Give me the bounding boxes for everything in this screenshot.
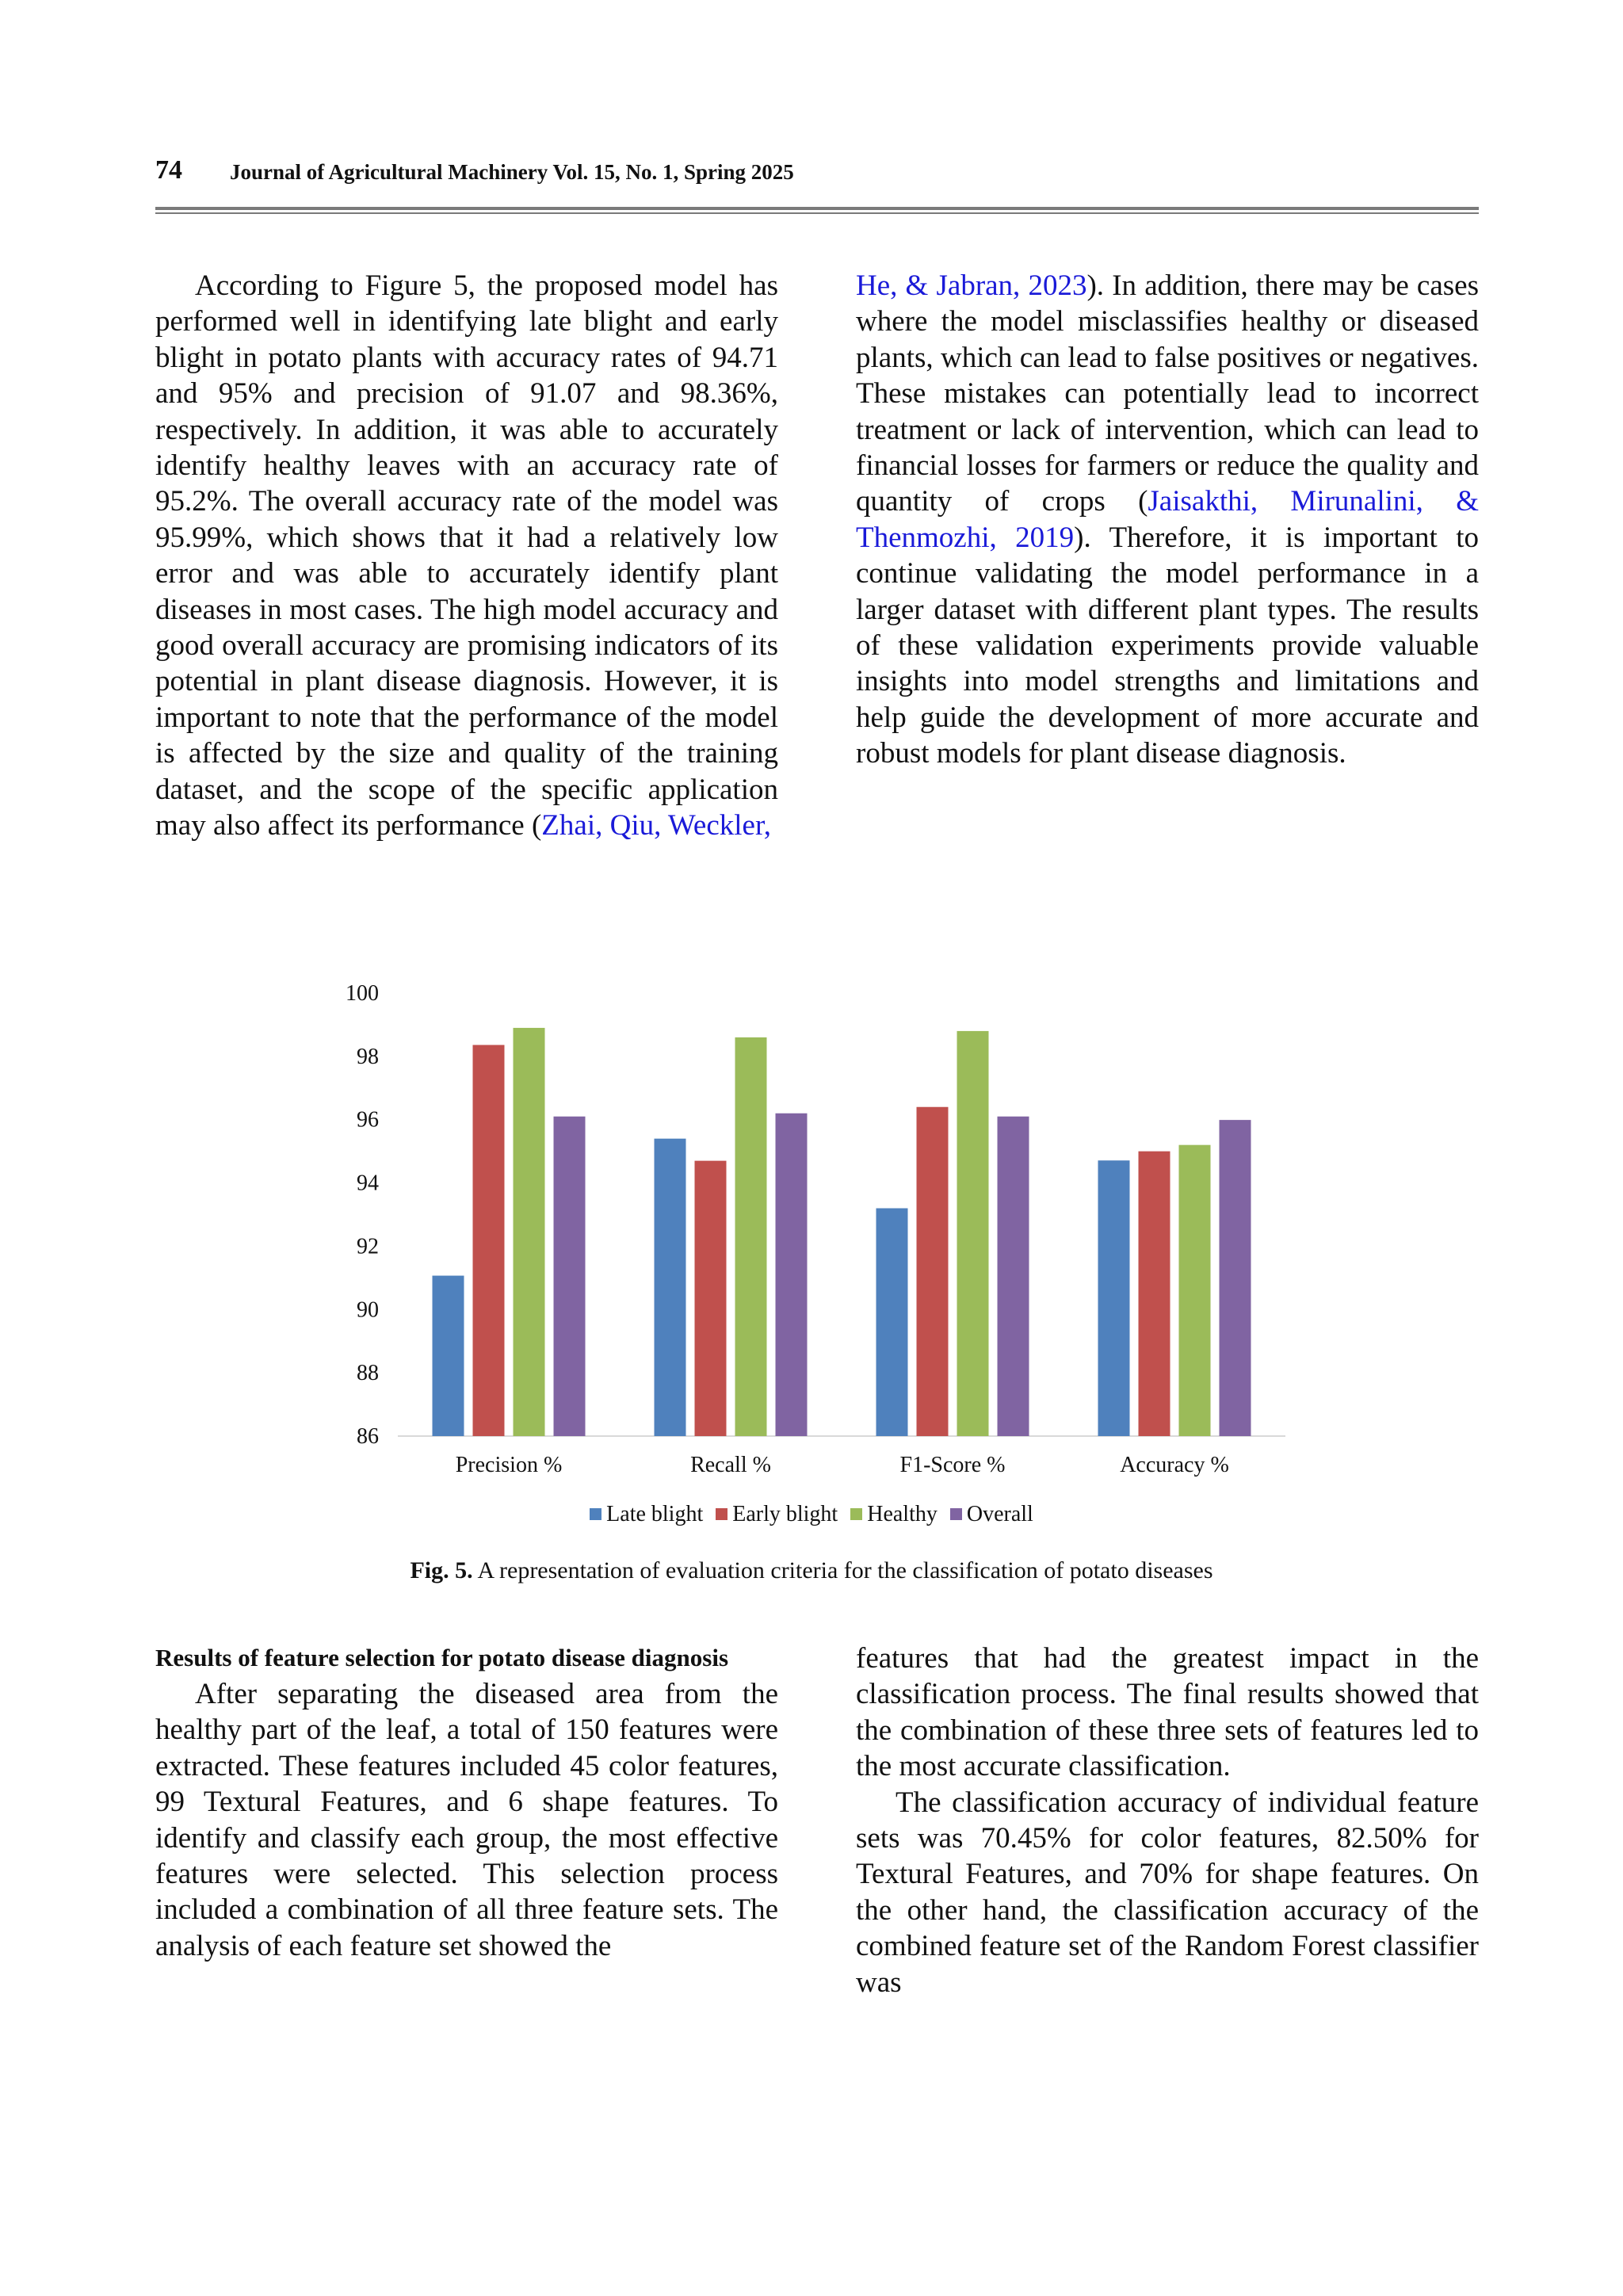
legend-label: Late blight [606,1502,704,1526]
citation-link[interactable]: Jaisakthi, Mirunalini, & Thenmozhi, 2019 [856,485,1479,554]
y-tick-label: 98 [357,1044,379,1069]
bar-overall [998,1117,1029,1436]
legend-item [950,1502,1033,1527]
bar-early-blight [917,1107,949,1436]
body-column-left-bottom [155,1643,778,1964]
legend-item [590,1502,703,1527]
bar-overall [776,1114,808,1436]
bar-late-blight [433,1276,464,1436]
section-heading: Results of feature selection for potato disease diagnosis [155,1644,729,1671]
body-column-right-bottom [856,1641,1479,2000]
y-tick-label: 100 [346,981,379,1006]
legend-swatch [850,1508,862,1520]
y-tick-label: 90 [357,1297,379,1323]
y-tick-label: 94 [357,1171,379,1196]
bar-healthy [735,1037,767,1436]
y-tick-label: 86 [357,1424,379,1449]
x-tick-label: Precision % [455,1453,563,1477]
caption-text: A representation of evaluation criteria for the classification of potato diseases [472,1557,1213,1584]
legend-swatch [716,1508,727,1520]
paragraph-text: ). In addition, there may be cases where the model misclassifies healthy or diseased plants, which can lead to false positives or negatives. These mistakes can potentially lead to incorrect treatment or lack of intervention, which can lead to financial losses for farmers or reduce the quality and quantity of crops ( [856,269,1479,518]
y-tick-label: 88 [357,1361,379,1386]
legend-swatch [950,1508,962,1520]
journal-title: Journal of Agricultural Machinery Vol. 15, No. 1, Spring 2025 [230,160,794,184]
citation-link[interactable]: Zhai, Qiu, Weckler, [541,809,772,842]
bar-early-blight [473,1045,505,1436]
bar-healthy [514,1028,545,1436]
legend-item [850,1502,938,1527]
figure-caption [0,1557,1623,1584]
paragraph: After separating the diseased area from the healthy part of the leaf, a total of 150 features were extracted. These features included 45 color features, 99 Textural Features, and 6 shape features. To identify and classify each group, the most effective features were selected. This selection process included a combination of all three feature sets. The analysis of each feature set showed the [155,1678,778,1962]
legend-item [716,1502,838,1527]
x-tick-label: Accuracy % [1120,1453,1229,1477]
y-tick-label: 92 [357,1234,379,1259]
bar-overall [554,1117,586,1436]
page-number: 74 [155,155,182,185]
legend-label: Overall [966,1502,1033,1526]
paragraph-text: ). Therefore, it is important to continue validating the model performance in a larger dataset with different plant types. The results of these validation experiments provide valuable insights into model strengths and limitations and help guide the development of more accurate and robust models for plant disease diagnosis. [856,521,1479,770]
bar-early-blight [1139,1152,1170,1436]
y-tick-label: 96 [357,1107,379,1133]
x-tick-label: F1-Score % [899,1453,1006,1477]
bar-late-blight [876,1209,908,1436]
legend-label: Early blight [732,1502,838,1526]
citation-link[interactable]: He, & Jabran, 2023 [856,269,1087,302]
legend-label: Healthy [867,1502,938,1526]
bar-early-blight [695,1161,727,1436]
chart-legend [0,1502,1623,1527]
bar-late-blight [1098,1160,1130,1436]
bar-late-blight [655,1139,686,1436]
bar-overall [1220,1120,1251,1436]
paragraph-text: According to Figure 5, the proposed model has performed well in identifying late blight and early blight in potato plants with accuracy rates of 94.71 and 95% and precision of 91.07 and 98.36%, respectively. In addition, it was able to accurately identify healthy leaves with an accuracy rate of 95.2%. The overall accuracy rate of the model was 95.99%, which shows that it had a relatively low error and was able to accurately identify plant diseases in most cases. The high model accuracy and good overall accuracy are promising indicators of its potential in plant disease diagnosis. However, it is important to note that the performance of the model is affected by the size and quality of the training dataset, and the scope of the specific application may also affect its performance ( [155,269,778,842]
paragraph: features that had the greatest impact in the classification process. The final results showed that the combination of these three sets of features led to the most accurate classification. [856,1642,1479,1783]
bar-healthy [957,1031,989,1436]
paragraph: The classification accuracy of individual feature sets was 70.45% for color features, 82.50% for Textural Features, and 70% for shape features. On the other hand, the classification accuracy of the combined feature set of the Random Forest classifier was [856,1786,1479,1999]
bar-healthy [1179,1145,1211,1436]
x-tick-label: Recall % [690,1453,771,1477]
legend-swatch [590,1508,601,1520]
caption-label: Fig. 5. [410,1557,473,1584]
